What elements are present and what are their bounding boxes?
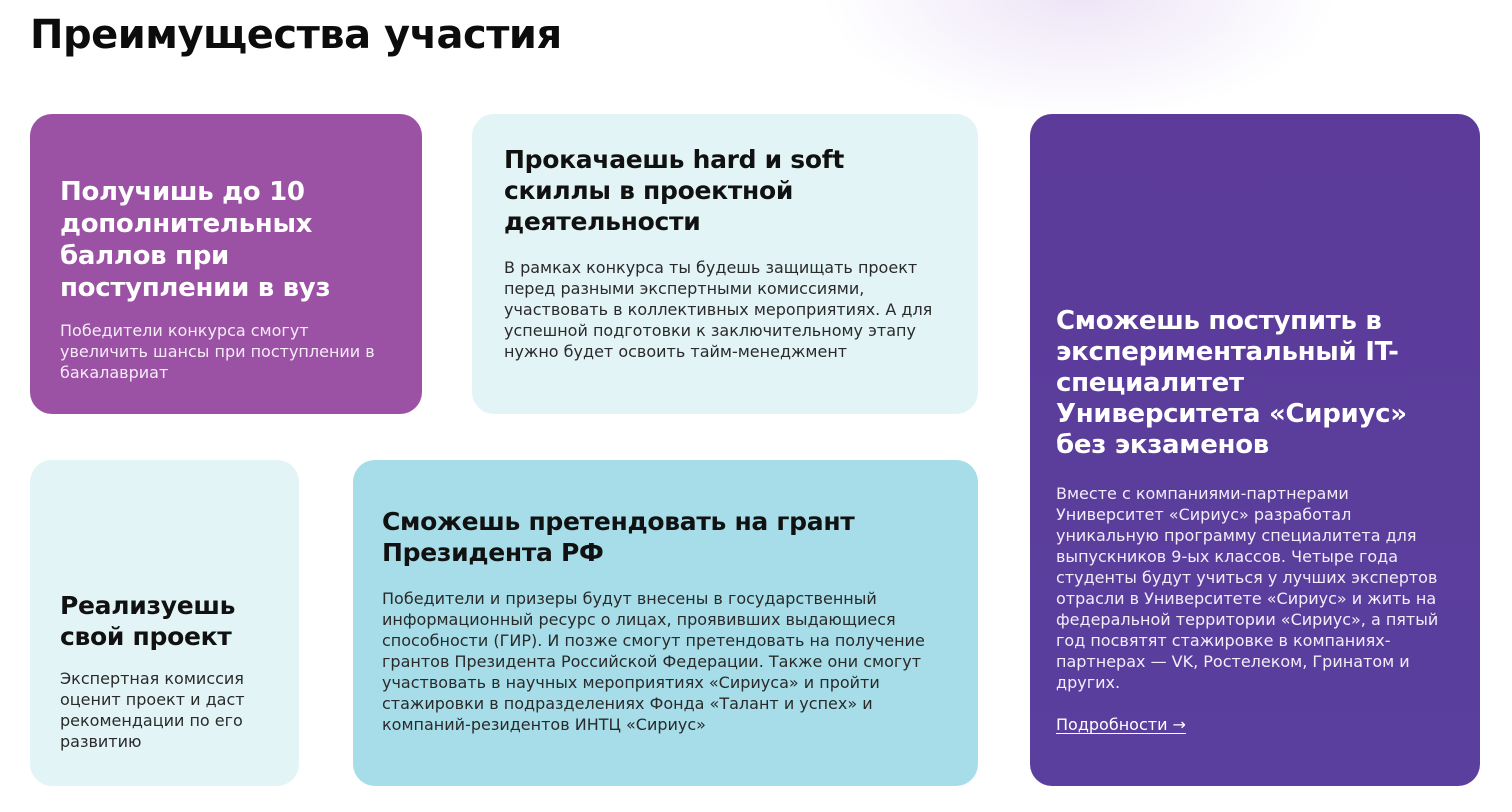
card-heading: Сможешь претендовать на грант Президента РФ [382,507,855,567]
benefit-card-skills [472,114,978,414]
benefit-card-it-specialty [1030,114,1480,786]
card-heading: Получишь до 10 дополнительных баллов при поступлении в вуз [60,177,331,303]
benefit-card-own-project [30,460,299,786]
card-text: Вместе с компаниями-партнерами Университет «Сириус» разработал уникальную программу специалитета для выпускников 9-ых классов. Четыре года студенты будут учиться у лучших экспертов отрасли в Университете «Сириус» и жить на федеральной территории «Сириус», а пятый год посвятят стажировке в компаниях-партнерах — VK, Ростелеком, Гринатом и других. [1056,484,1439,692]
card-heading: Реализуешь свой проект [60,591,236,651]
card-text: Победители и призеры будут внесены в государственный информационный ресурс о лицах, проявивших выдающиеся способности (ГИР). И позже смогут претендовать на получение грантов Президента Российской Федерации. Также они смогут участвовать в научных мероприятиях «Сириуса» и пройти стажировки в подразделениях Фонда «Талант и успех» и компаний-резидентов ИНТЦ «Сириус» [382,589,925,734]
card-text: Победители конкурса смогут увеличить шансы при поступлении в бакалавриат [60,321,375,382]
background-glow [820,0,1340,120]
card-text: Экспертная комиссия оценит проект и даст рекомендации по его развитию [60,669,245,751]
details-link[interactable]: Подробности → [1056,715,1186,734]
card-heading: Прокачаешь hard и soft скиллы в проектной деятельности [504,145,844,236]
card-text: В рамках конкурса ты будешь защищать проект перед разными экспертными комиссиями, участвовать в коллективных мероприятиях. А для успешной подготовки к заключительному этапу нужно будет освоить тайм-менеджмент [504,258,933,361]
card-heading: Сможешь поступить в экспериментальный IT-специалитет Университета «Сириус» без экзаменов [1056,306,1407,460]
page-title: Преимущества участия [30,12,562,58]
benefit-card-president-grant [353,460,978,786]
benefit-card-extra-points [30,114,422,414]
